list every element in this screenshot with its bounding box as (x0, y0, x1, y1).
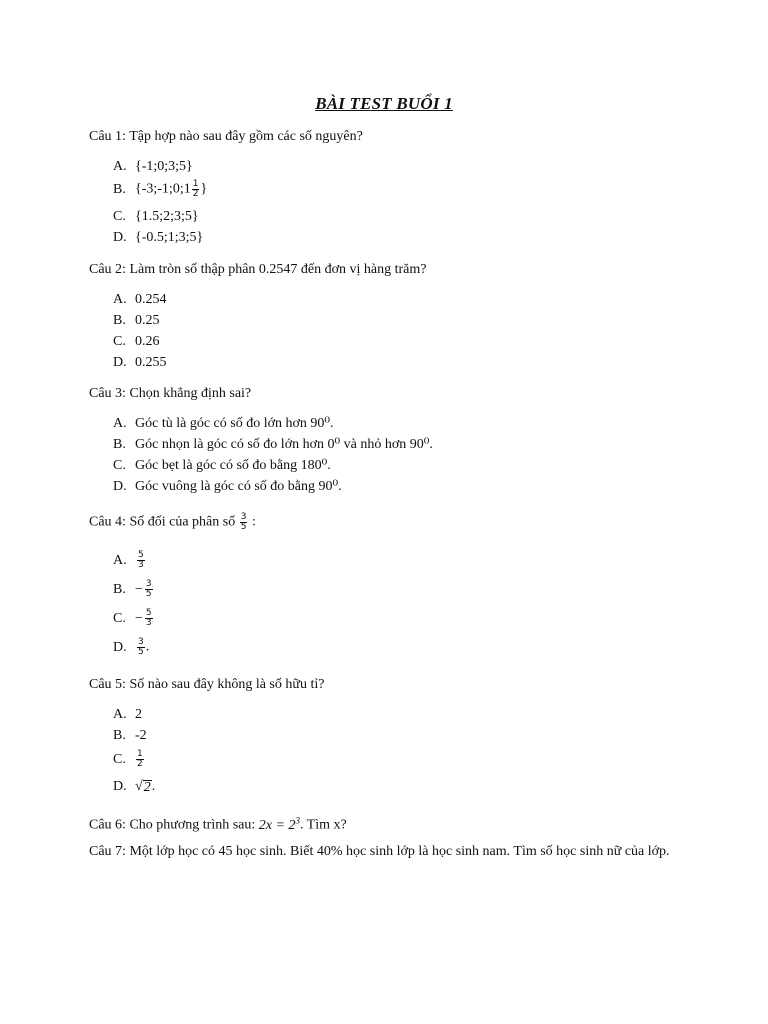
question-5: Câu 5: Số nào sau đây không là số hữu tỉ? (89, 677, 325, 692)
equation: $2x = 2^3$ (258, 815, 300, 833)
option-text: 2 (135, 707, 142, 722)
option-letter: C. (113, 334, 126, 349)
option-text: 0.255 (135, 355, 167, 370)
option-letter: B. (113, 437, 126, 452)
q1-option-c (113, 208, 199, 226)
q2-option-c (113, 333, 160, 351)
option-text: Góc vuông là góc có số đo bằng 90⁰. (135, 479, 342, 494)
q5-option-d: D. √ 2 . (113, 779, 156, 795)
option-text: Góc tù là góc có số đo lớn hơn 90⁰. (135, 416, 334, 431)
fraction: $\frac{3}{5}$ (145, 579, 152, 599)
q3-option-a (113, 415, 334, 433)
question-1: Câu 1: Tập hợp nào sau đây gồm các số nguyên? (89, 129, 363, 144)
q2-option-d (113, 354, 167, 372)
question-3: Câu 3: Chọn khẳng định sai? (89, 386, 252, 401)
page-title: BÀI TEST BUỔI 1 (315, 94, 453, 113)
option-letter: C. (113, 751, 126, 767)
fraction: $\frac{3}{5}$ (138, 637, 144, 657)
q2-option-a (113, 291, 167, 309)
option-letter: D. (113, 230, 127, 245)
option-text: {-0.5;1;3;5} (135, 230, 204, 245)
option-letter: D. (113, 479, 127, 494)
q5-option-b (113, 727, 147, 745)
option-letter: D. (113, 355, 127, 370)
option-letter: B. (113, 581, 126, 597)
option-letter: A. (113, 159, 127, 174)
q1-option-d (113, 229, 203, 247)
fraction: $\frac{5}{3}$ (145, 608, 152, 628)
option-letter: D. (113, 639, 127, 655)
q3-option-d (113, 478, 342, 496)
q1-option-a (113, 158, 193, 176)
option-letter: A. (113, 707, 127, 722)
option-letter: A. (113, 292, 127, 307)
option-text: {-3;-1;0;1 (135, 181, 191, 197)
question-6: Câu 6: Cho phương trình sau: $2x = 2^3$. Tìm x? (89, 815, 347, 833)
q4-option-d: D. $\frac{3}{5}$ . (113, 637, 150, 657)
fraction: $\frac{3}{5}$ (240, 512, 247, 532)
option-letter: C. (113, 458, 126, 473)
option-text: Góc bẹt là góc có số đo bằng 180⁰. (135, 458, 331, 473)
option-text: {-1;0;3;5} (135, 159, 193, 174)
q4-option-b: B. − $\frac{3}{5}$ (113, 579, 152, 599)
question-7: Câu 7: Một lớp học có 45 học sinh. Biết 40% học sinh lớp là học sinh nam. Tìm số học sinh nữ của lớp. (89, 844, 670, 859)
option-letter: A. (113, 552, 127, 568)
option-letter: D. (113, 779, 127, 794)
question-2: Câu 2: Làm tròn số thập phân 0.2547 đến đơn vị hàng trăm? (89, 262, 427, 277)
option-text: {1.5;2;3;5} (135, 209, 199, 224)
question-4: Câu 4: Số đối của phân số $\frac{3}{5}$ : (89, 512, 256, 532)
q4-option-c: C. − $\frac{5}{3}$ (113, 608, 152, 628)
square-root: √ 2 (135, 779, 151, 795)
option-text: 0.25 (135, 313, 160, 328)
option-text: Góc nhọn là góc có số đo lớn hơn 0⁰ và nhỏ hơn 90⁰. (135, 437, 433, 452)
q4-option-a (113, 551, 146, 570)
q3-option-b (113, 436, 433, 454)
option-text: 0.26 (135, 334, 160, 349)
q3-option-c (113, 457, 331, 475)
option-letter: B. (113, 728, 126, 743)
option-letter: B. (113, 181, 126, 197)
q1-option-b: B. {-3;-1;0;1 $\frac{1}{2}$ } (113, 179, 208, 199)
fraction: $\frac{1}{2}$ (192, 179, 199, 199)
fraction: $\frac{1}{2}$ (137, 749, 143, 769)
option-letter: C. (113, 610, 126, 626)
fraction: $\frac{5}{3}$ (138, 550, 144, 570)
option-text: 0.254 (135, 292, 167, 307)
option-letter: A. (113, 416, 127, 431)
option-text: -2 (135, 728, 147, 743)
q5-option-a (113, 706, 142, 724)
option-letter: C. (113, 209, 126, 224)
option-letter: B. (113, 313, 126, 328)
q5-option-c (113, 750, 145, 769)
q2-option-b (113, 312, 160, 330)
